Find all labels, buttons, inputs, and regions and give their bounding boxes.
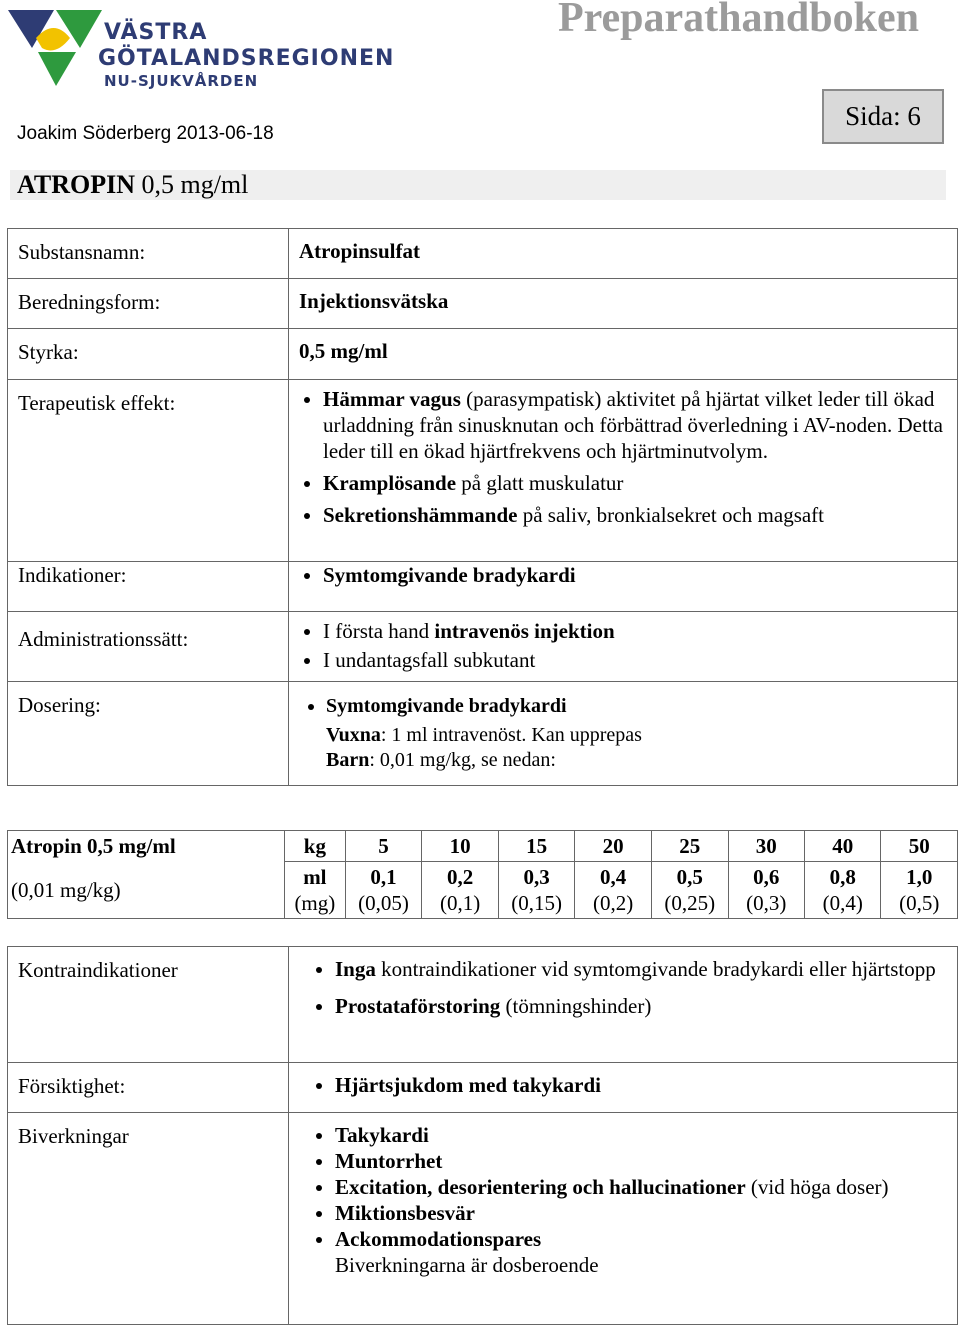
logo-line-1: VÄSTRA: [104, 20, 208, 45]
substance-value: Atropinsulfat: [289, 229, 958, 279]
kg-cell: 40: [805, 831, 881, 862]
table-row: [8, 612, 958, 682]
dosage-value: [289, 682, 958, 786]
app-title: Preparathandboken: [558, 0, 919, 41]
side-effects-value: [289, 1113, 958, 1325]
mg-value: (0,1): [439, 891, 481, 915]
list-item: • Miktionsbesvär: [335, 1200, 947, 1226]
list-item: [323, 618, 947, 644]
kg-cell: 50: [881, 831, 958, 862]
dosage-label: Dosering:: [8, 682, 289, 786]
effect-3-bold: Sekretionshämmande: [323, 503, 518, 527]
table-row: [8, 279, 958, 329]
contra-2-bold: Prostataförstoring: [335, 994, 501, 1018]
list-item: [323, 470, 947, 496]
dosage-child-text: : 0,01 mg/kg, se nedan:: [369, 749, 556, 771]
drug-name: ATROPIN: [17, 170, 135, 199]
kg-cell: 5: [345, 831, 422, 862]
dosage-child-label: Barn: [326, 749, 370, 771]
region-logo: [6, 8, 406, 93]
effect-3-rest: på saliv, bronkialsekret och magsaft: [517, 503, 825, 527]
list-item: • Ackommodationspares: [335, 1226, 947, 1252]
kg-cell: 15: [498, 831, 575, 862]
strength-value: 0,5 mg/ml: [289, 329, 958, 380]
list-item: [323, 386, 947, 464]
mg-value: (0,2): [593, 891, 634, 915]
substance-label: Substansnamn:: [8, 229, 289, 279]
dosage-child: [299, 748, 947, 773]
ml-mg-label: [285, 862, 346, 919]
table-row: [8, 947, 958, 1063]
mg-value: (0,5): [899, 891, 940, 915]
admin-1-plain: I första hand: [323, 619, 435, 643]
indication-value: [289, 562, 958, 612]
list-item: • Takykardi: [335, 1122, 947, 1148]
mg-value: (0,05): [358, 891, 409, 915]
region-logo-mark: [6, 8, 106, 93]
side-3-rest: (vid höga doser): [745, 1175, 889, 1199]
caution-value: [289, 1063, 958, 1113]
kg-cell: 30: [728, 831, 804, 862]
ml-value: 0,1: [370, 865, 397, 889]
admin-value: [289, 612, 958, 682]
form-value: Injektionsvätska: [289, 279, 958, 329]
ml-value: 0,5: [676, 865, 703, 889]
kg-cell: 20: [575, 831, 651, 862]
contra-2-rest: (tömningshinder): [500, 994, 652, 1018]
ml-value: 0,6: [753, 865, 780, 889]
table-row: [8, 562, 958, 612]
dose-cell: [422, 862, 498, 919]
form-label: Beredningsform:: [8, 279, 289, 329]
kg-label: kg: [285, 831, 346, 862]
page-number: Sida: 6: [845, 101, 921, 131]
admin-1-bold: intravenös injektion: [434, 619, 615, 643]
contra-value: [289, 947, 958, 1063]
mg-label: (mg): [294, 891, 336, 915]
dose-cell: [575, 862, 651, 919]
drug-title: [17, 170, 248, 200]
effect-2-bold: Kramplösande: [323, 471, 457, 495]
dose-ml-row: [8, 862, 958, 919]
dosage-adult-label: Vuxna: [326, 724, 381, 746]
dose-cell: [345, 862, 422, 919]
list-item: • Muntorrhet: [335, 1148, 947, 1174]
author-date: Joakim Söderberg 2013-06-18: [17, 123, 274, 144]
table-row: [8, 682, 958, 786]
contra-1-rest: kontraindikationer vid symtomgivande bradykardi eller hjärtstopp: [375, 957, 936, 981]
indication-label: Indikationer:: [8, 562, 289, 612]
effect-value: [289, 380, 958, 562]
list-item: • Hjärtsjukdom med takykardi: [335, 1072, 947, 1098]
dosage-adult-text: : 1 ml intravenöst. Kan upprepas: [380, 724, 642, 746]
effect-label: Terapeutisk effekt:: [8, 380, 289, 562]
dose-kg-row: [8, 831, 958, 862]
dose-table-title: Atropin 0,5 mg/ml: [8, 831, 285, 862]
table-row: [8, 380, 958, 562]
kg-cell: 25: [651, 831, 728, 862]
kg-cell: 10: [422, 831, 498, 862]
list-item: [335, 993, 947, 1019]
mg-value: (0,25): [664, 891, 716, 915]
list-item: [335, 956, 947, 982]
logo-line-3: NU-SJUKVÅRDEN: [104, 72, 259, 90]
dose-cell: [881, 862, 958, 919]
side-effects-label: Biverkningar: [8, 1113, 289, 1325]
ml-value: 1,0: [906, 865, 933, 889]
ml-label: ml: [303, 865, 327, 889]
effect-1-bold: Hämmar vagus: [323, 387, 461, 411]
dosage-adult: [299, 723, 947, 748]
caution-label: Försiktighet:: [8, 1063, 289, 1113]
side-effects-note: Biverkningarna är dosberoende: [335, 1253, 599, 1277]
effect-2-rest: på glatt muskulatur: [456, 471, 624, 495]
table-row: [8, 329, 958, 380]
dose-table: [7, 830, 958, 919]
drug-strength: 0,5 mg/ml: [141, 170, 249, 199]
ml-value: 0,3: [523, 865, 550, 889]
mg-value: (0,4): [822, 891, 863, 915]
dose-table-subtitle: (0,01 mg/kg): [8, 862, 285, 919]
ml-value: 0,2: [446, 865, 474, 889]
table-row: [8, 1113, 958, 1325]
strength-label: Styrka:: [8, 329, 289, 380]
dose-cell: [651, 862, 728, 919]
list-item: • I undantagsfall subkutant: [323, 647, 947, 673]
effect-1-rest: (parasympatisk) aktivitet på hjärtat vilket leder till ökad urladdning från sinusknutan och förbättrad överledning i AV-noden. Detta leder till en ökad hjärtfrekvens och hjärtminutvolym.: [323, 387, 943, 463]
list-item: [335, 1174, 947, 1200]
dose-cell: [728, 862, 804, 919]
logo-line-2: GÖTALANDSREGIONEN: [98, 46, 395, 71]
page-number-box: [822, 89, 944, 144]
table-row: [8, 229, 958, 279]
drug-safety-table: [7, 946, 958, 1325]
drug-info-table: [7, 228, 958, 786]
contra-label: Kontraindikationer: [8, 947, 289, 1063]
table-row: [8, 1063, 958, 1113]
ml-value: 0,4: [600, 865, 627, 889]
ml-value: 0,8: [829, 865, 856, 889]
list-item: • Symtomgivande bradykardi: [326, 694, 947, 719]
side-3-bold: Excitation, desorientering och hallucinationer: [335, 1175, 746, 1199]
dose-cell: [498, 862, 575, 919]
list-item: • Symtomgivande bradykardi: [323, 562, 947, 588]
mg-value: (0,3): [746, 891, 787, 915]
list-item: [323, 502, 947, 528]
contra-1-bold: Inga: [335, 957, 376, 981]
mg-value: (0,15): [511, 891, 562, 915]
dose-cell: [805, 862, 881, 919]
admin-label: Administrationssätt:: [8, 612, 289, 682]
